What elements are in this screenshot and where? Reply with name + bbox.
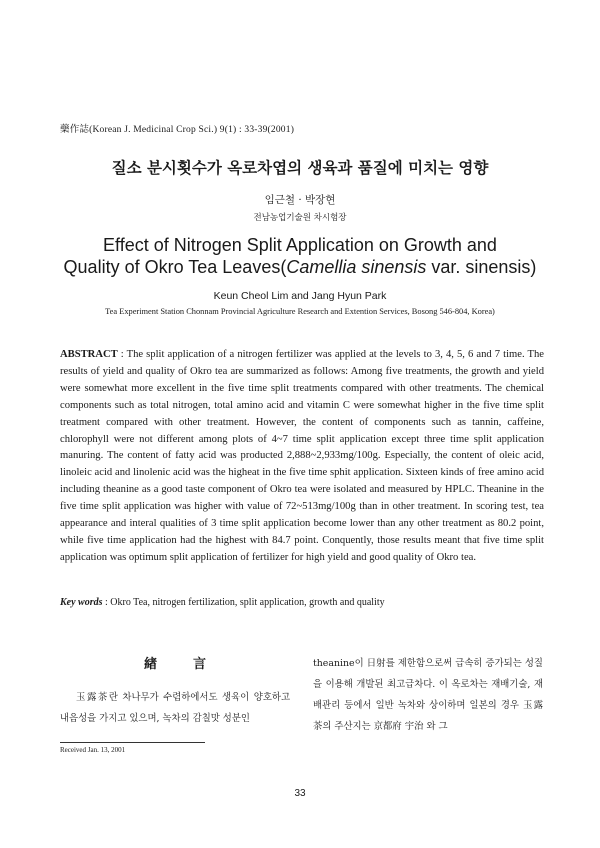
english-title-line2-prefix: Quality of Okro Tea Leaves( bbox=[63, 257, 287, 277]
abstract-label: ABSTRACT bbox=[60, 349, 118, 360]
species-name: Camellia sinensis bbox=[286, 257, 427, 277]
section-heading-introduction: 緖言 bbox=[143, 657, 242, 672]
keywords-label: Key words bbox=[60, 597, 103, 608]
keywords bbox=[60, 597, 550, 608]
intro-paragraph-right: theanine이 日射를 제한함으로써 급속히 증가되는 성질을 이용해 개발된 최고급차다. 이 옥로차는 재배기술, 재배관리 등에서 일반 녹차와 상이하며 일본의 경우 玉露茶의 주산지는 京都府 宇治 와 그 bbox=[313, 658, 543, 732]
body-right-column bbox=[313, 653, 543, 737]
english-authors: Keun Cheol Lim and Jang Hyun Park bbox=[213, 290, 387, 302]
english-title bbox=[0, 234, 600, 278]
footnote-divider bbox=[60, 742, 205, 743]
korean-affiliation: 전남농업기술원 차시험장 bbox=[253, 213, 347, 223]
intro-paragraph-left: 玉露茶란 차나무가 수렴하에서도 생육이 양호하고 내음성을 가지고 있으며, 녹차의 감칠맛 성분인 bbox=[60, 692, 290, 724]
korean-authors: 임근철 · 박장현 bbox=[264, 194, 336, 206]
english-title-line1: Effect of Nitrogen Split Application on Growth and bbox=[103, 235, 497, 255]
abstract-text: The split application of a nitrogen fertilizer was applied at the levels to 3, 4, 5, 6 and 7 time. The results of yield and quality of Okro tea are summarized as follows: Among five treatments, the growth and yield were somewhat more excellent in the five time split treatments compared with other treatments. The chemical components such as total nitrogen, total amino acid and vitamin C were somewhat higher in the five time split treatment compared with other treatment. However, the content of components such as tannin, caffeine, chlorophyll were not different among plots of 4~7 time split application except three time split application manuring. The content of fatty acid was producted 2,888~2,933mg/100g. Especially, the content of oleic acid, linoleic acid and linolenic acid was the higheat in the five time sphit application. Sixteen kinds of free amino acid including theanine as a good taste component of Okro tea were isolated and measured by HPLC. Theanine in the five time split application was higher with value of 72~513mg/100g than in other treatment. In scoring test, tea appearance and interal qualities of 3 time split application become lower than any other treatment as 80.2 point, while five time application had the highest with 84.7 point. Conquently, those results meant that five time split application was optimum split application of fertilizer for high yield and good quality of Okro tea. bbox=[60, 349, 544, 563]
english-title-line2 bbox=[0, 256, 600, 278]
keywords-separator: : bbox=[102, 597, 111, 608]
abstract-separator: : bbox=[117, 349, 127, 360]
english-title-line2-suffix: var. sinensis) bbox=[426, 257, 537, 277]
body-left-column bbox=[60, 653, 290, 729]
keywords-text: Okro Tea, nitrogen fertilization, split application, growth and quality bbox=[110, 597, 385, 608]
received-date-footnote: Received Jan. 13, 2001 bbox=[60, 746, 126, 754]
korean-title: 질소 분시횟수가 옥로차엽의 생육과 품질에 미치는 영향 bbox=[111, 159, 489, 177]
journal-citation: 藥作誌(Korean J. Medicinal Crop Sci.) 9(1) : 33-39(2001) bbox=[60, 125, 295, 135]
abstract bbox=[60, 347, 544, 567]
page-number: 33 bbox=[294, 788, 306, 799]
english-affiliation: Tea Experiment Station Chonnam Provincial Agriculture Research and Extention Services, Bosong 546-804, Korea) bbox=[105, 307, 495, 316]
